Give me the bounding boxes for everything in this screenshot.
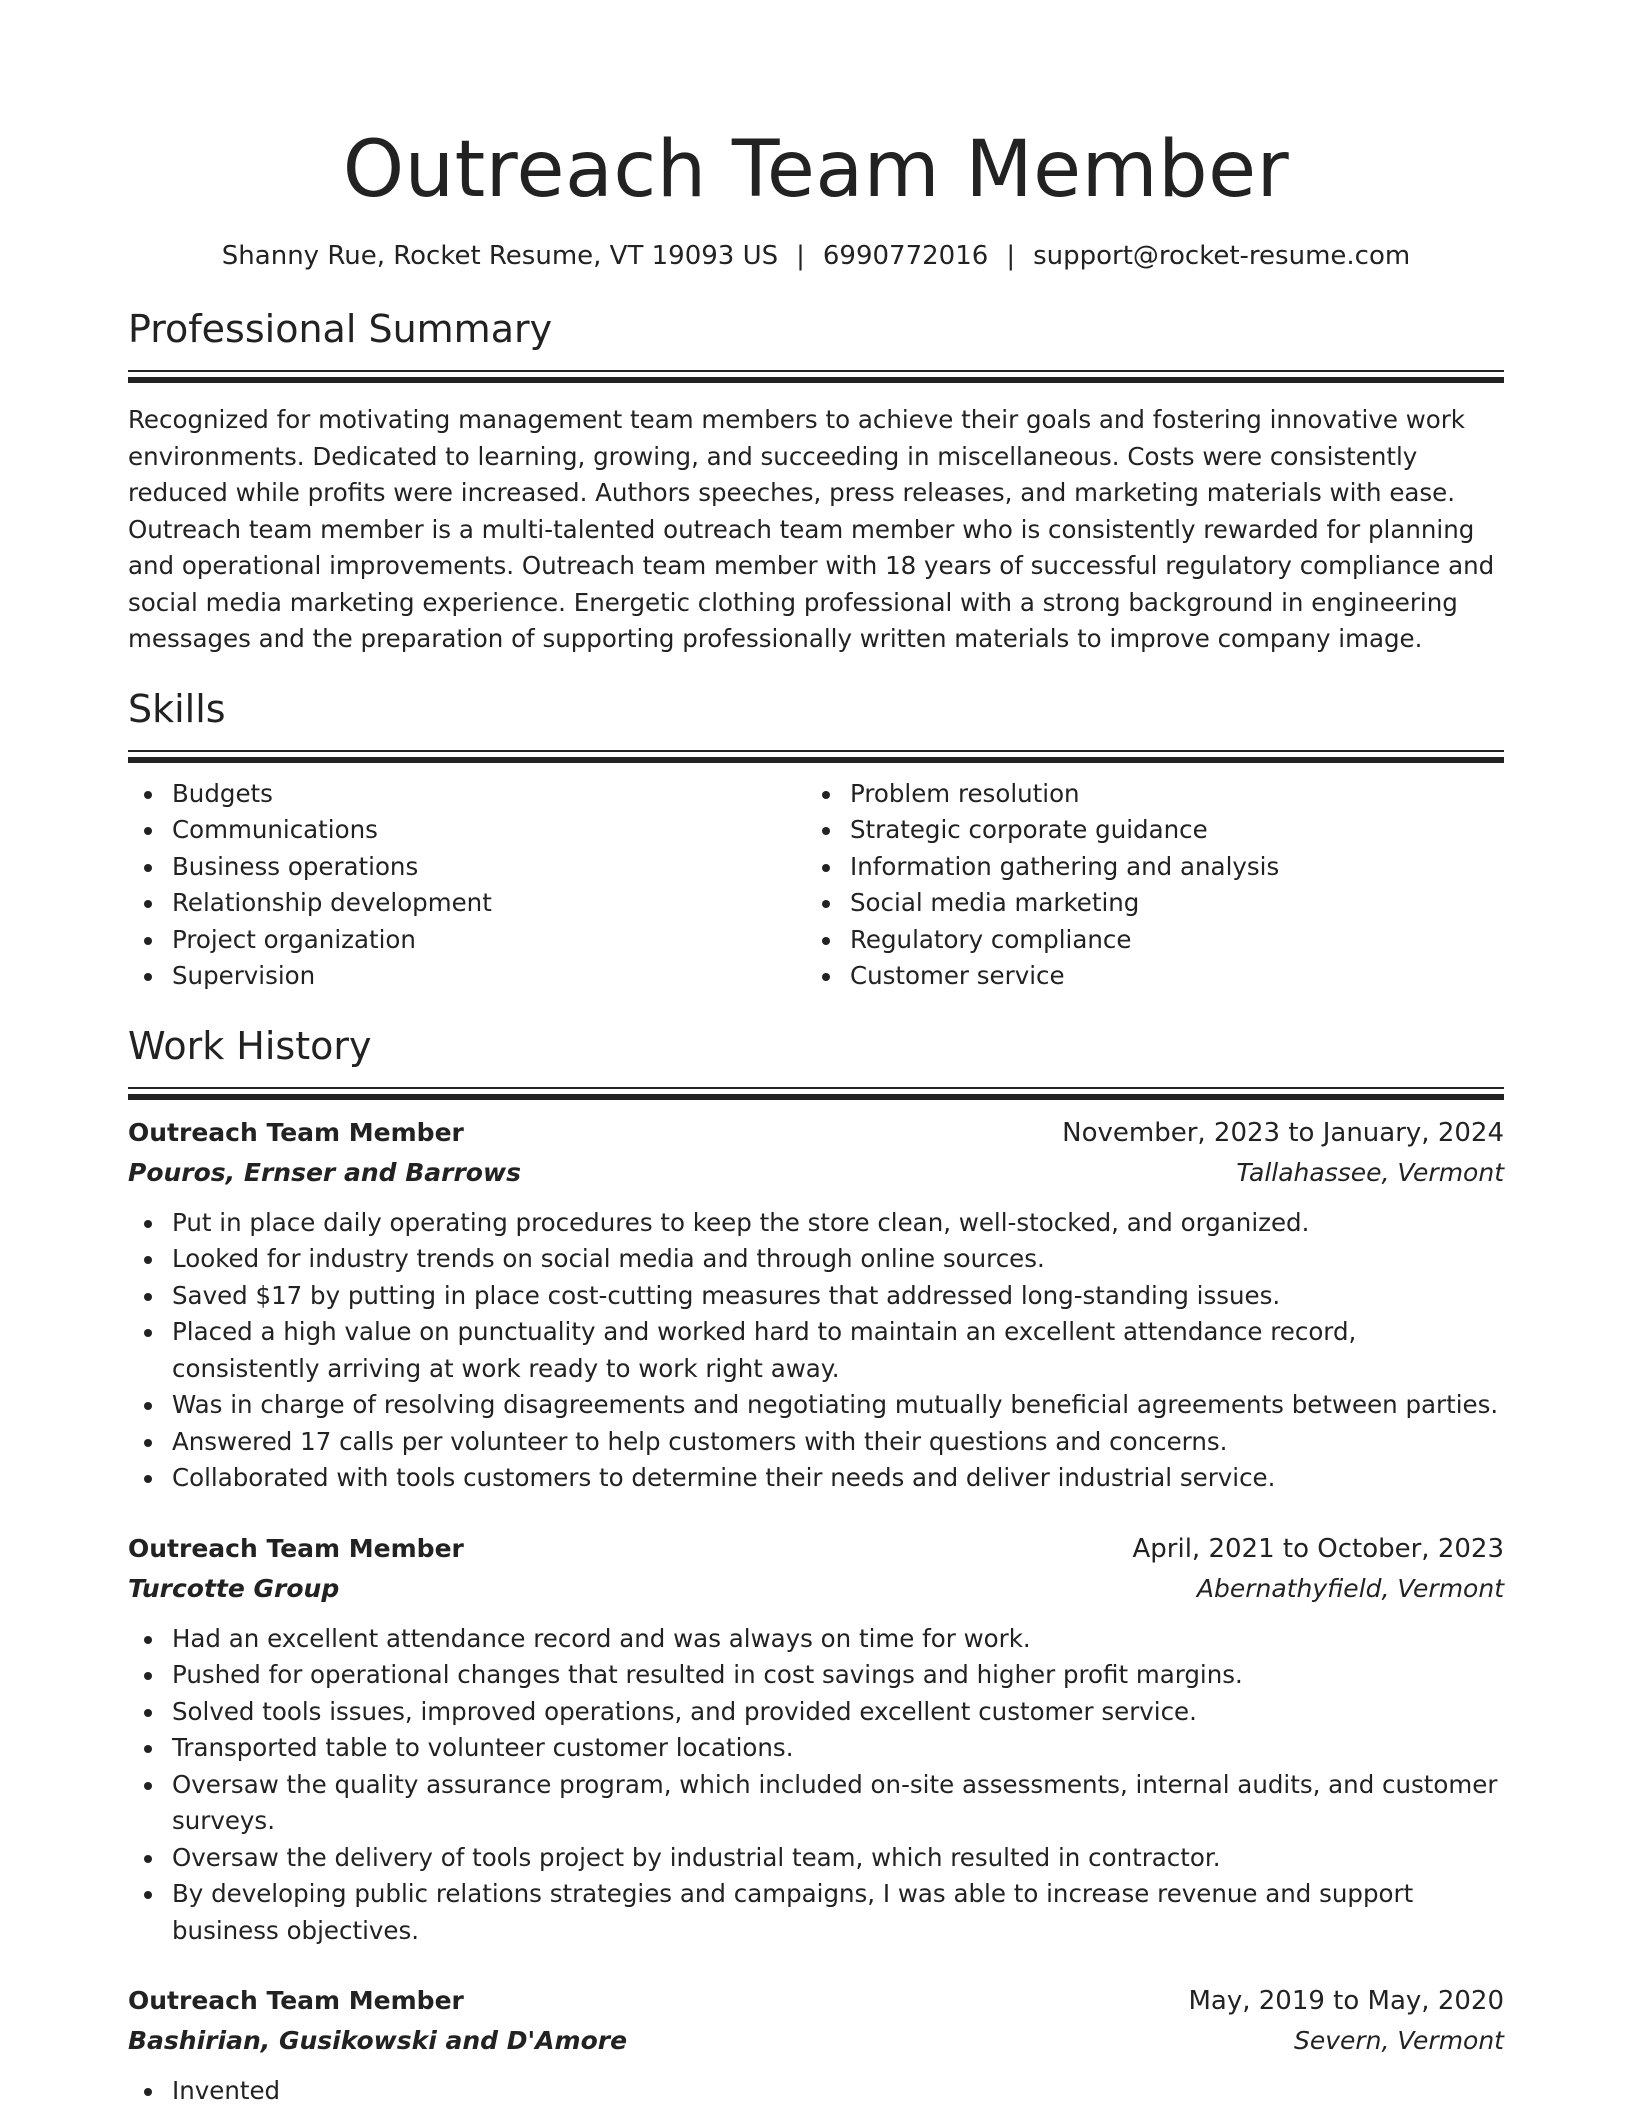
job-title: Outreach Team Member: [128, 1117, 464, 1147]
job-bullets: [128, 1205, 1504, 1497]
job-bullet: Was in charge of resolving disagreements and negotiating mutually beneficial agreements between parties.: [128, 1387, 1504, 1424]
job-header: [128, 1529, 1504, 1569]
job-title: Outreach Team Member: [128, 1986, 464, 2015]
contact-separator: |: [796, 241, 805, 271]
job-company: Bashirian, Gusikowski and D'Amore: [128, 2026, 628, 2055]
contact-phone: 6990772016: [822, 241, 989, 271]
job-header: [128, 1113, 1504, 1153]
summary-section: [128, 304, 1504, 658]
job-entry: [128, 1113, 1504, 1497]
job-bullet: Looked for industry trends on social media and through online sources.: [128, 1241, 1504, 1278]
skill-item: Communications: [128, 812, 806, 849]
skill-item: Project organization: [128, 922, 806, 959]
job-dates: November, 2023 to January, 2024: [1062, 1117, 1504, 1148]
job-subheader: [128, 2021, 1504, 2061]
section-divider: [128, 1087, 1504, 1097]
section-divider: [128, 750, 1504, 760]
skills-section: [128, 684, 1504, 995]
job-bullet: Oversaw the delivery of tools project by industrial team, which resulted in contractor.: [128, 1840, 1504, 1877]
document-title: Outreach Team Member: [342, 125, 1290, 215]
job-bullet: Had an excellent attendance record and was always on time for work.: [128, 1621, 1504, 1658]
resume-page: [128, 0, 1504, 2110]
job-bullet: Oversaw the quality assurance program, which included on-site assessments, internal audits, and customer surveys.: [128, 1767, 1504, 1840]
job-bullets: [128, 1621, 1504, 1950]
job-subheader: [128, 1569, 1504, 1609]
contact-email[interactable]: support@rocket-resume.com: [1033, 241, 1411, 271]
skill-item: Information gathering and analysis: [806, 849, 1484, 886]
skills-grid: [128, 776, 1504, 995]
contact-address: Shanny Rue, Rocket Resume, VT 19093 US: [221, 241, 779, 271]
skill-item: Budgets: [128, 776, 806, 813]
job-bullet: By developing public relations strategies and campaigns, I was able to increase revenue and support business objectives.: [128, 1876, 1504, 1949]
job-header: [128, 1981, 1504, 2021]
job-entry: [128, 1981, 1504, 2110]
skills-column-left: [128, 776, 806, 995]
job-title: Outreach Team Member: [128, 1533, 464, 1563]
skill-item: Strategic corporate guidance: [806, 812, 1484, 849]
job-dates: May, 2019 to May, 2020: [1188, 1986, 1504, 2016]
summary-heading: Professional Summary: [128, 307, 553, 351]
job-dates: April, 2021 to October, 2023: [1132, 1533, 1504, 1564]
job-bullet: Answered 17 calls per volunteer to help customers with their questions and concerns.: [128, 1424, 1504, 1461]
skill-item: Supervision: [128, 958, 806, 995]
skill-item: Regulatory compliance: [806, 922, 1484, 959]
work-history-section: [128, 1021, 1504, 2110]
job-company: Turcotte Group: [128, 1573, 340, 1603]
contact-line: [128, 238, 1504, 274]
job-location: Tallahassee, Vermont: [1236, 1157, 1504, 1187]
job-bullets: [128, 2073, 1504, 2110]
skill-item: Relationship development: [128, 885, 806, 922]
job-bullet: Collaborated with tools customers to determine their needs and deliver industrial service.: [128, 1460, 1504, 1497]
job-entry: [128, 1529, 1504, 1950]
job-location: Abernathyfield, Vermont: [1196, 1573, 1504, 1603]
summary-text: Recognized for motivating management team members to achieve their goals and fostering innovative work environments. Dedicated to learning, growing, and succeeding in miscellaneous. Costs were consistently reduced while profits were increased. Authors speeches, press releases, and marketing materials with ease. Outreach team member is a multi-talented outreach team member who is consistently rewarded for planning and operational improvements. Outreach team member with 18 years of successful regulatory compliance and social media marketing experience. Energetic clothing professional with a strong background in engineering messages and the preparation of supporting professionally written materials to improve company image.: [128, 405, 1495, 653]
job-bullet: Put in place daily operating procedures to keep the store clean, well-stocked, and organized.: [128, 1205, 1504, 1242]
contact-separator: |: [1006, 241, 1016, 271]
skill-item: Problem resolution: [806, 776, 1484, 813]
skills-heading: Skills: [128, 686, 226, 731]
job-bullet: Placed a high value on punctuality and worked hard to maintain an excellent attendance record, consistently arriving at work ready to work right away.: [128, 1314, 1504, 1387]
job-bullet: Pushed for operational changes that resulted in cost savings and higher profit margins.: [128, 1657, 1504, 1694]
skill-item: Social media marketing: [806, 885, 1484, 922]
job-location: Severn, Vermont: [1293, 2026, 1504, 2055]
job-bullet: Saved $17 by putting in place cost-cutting measures that addressed long-standing issues.: [128, 1278, 1504, 1315]
job-bullet: Transported table to volunteer customer locations.: [128, 1730, 1504, 1767]
skills-column-right: [806, 776, 1484, 995]
skill-item: Customer service: [806, 958, 1484, 995]
section-divider: [128, 370, 1504, 380]
job-bullet: Solved tools issues, improved operations, and provided excellent customer service.: [128, 1694, 1504, 1731]
job-bullet: Invented: [128, 2073, 1504, 2110]
job-subheader: [128, 1153, 1504, 1193]
work-history-heading: Work History: [128, 1023, 372, 1068]
job-company: Pouros, Ernser and Barrows: [128, 1157, 521, 1187]
skill-item: Business operations: [128, 849, 806, 886]
